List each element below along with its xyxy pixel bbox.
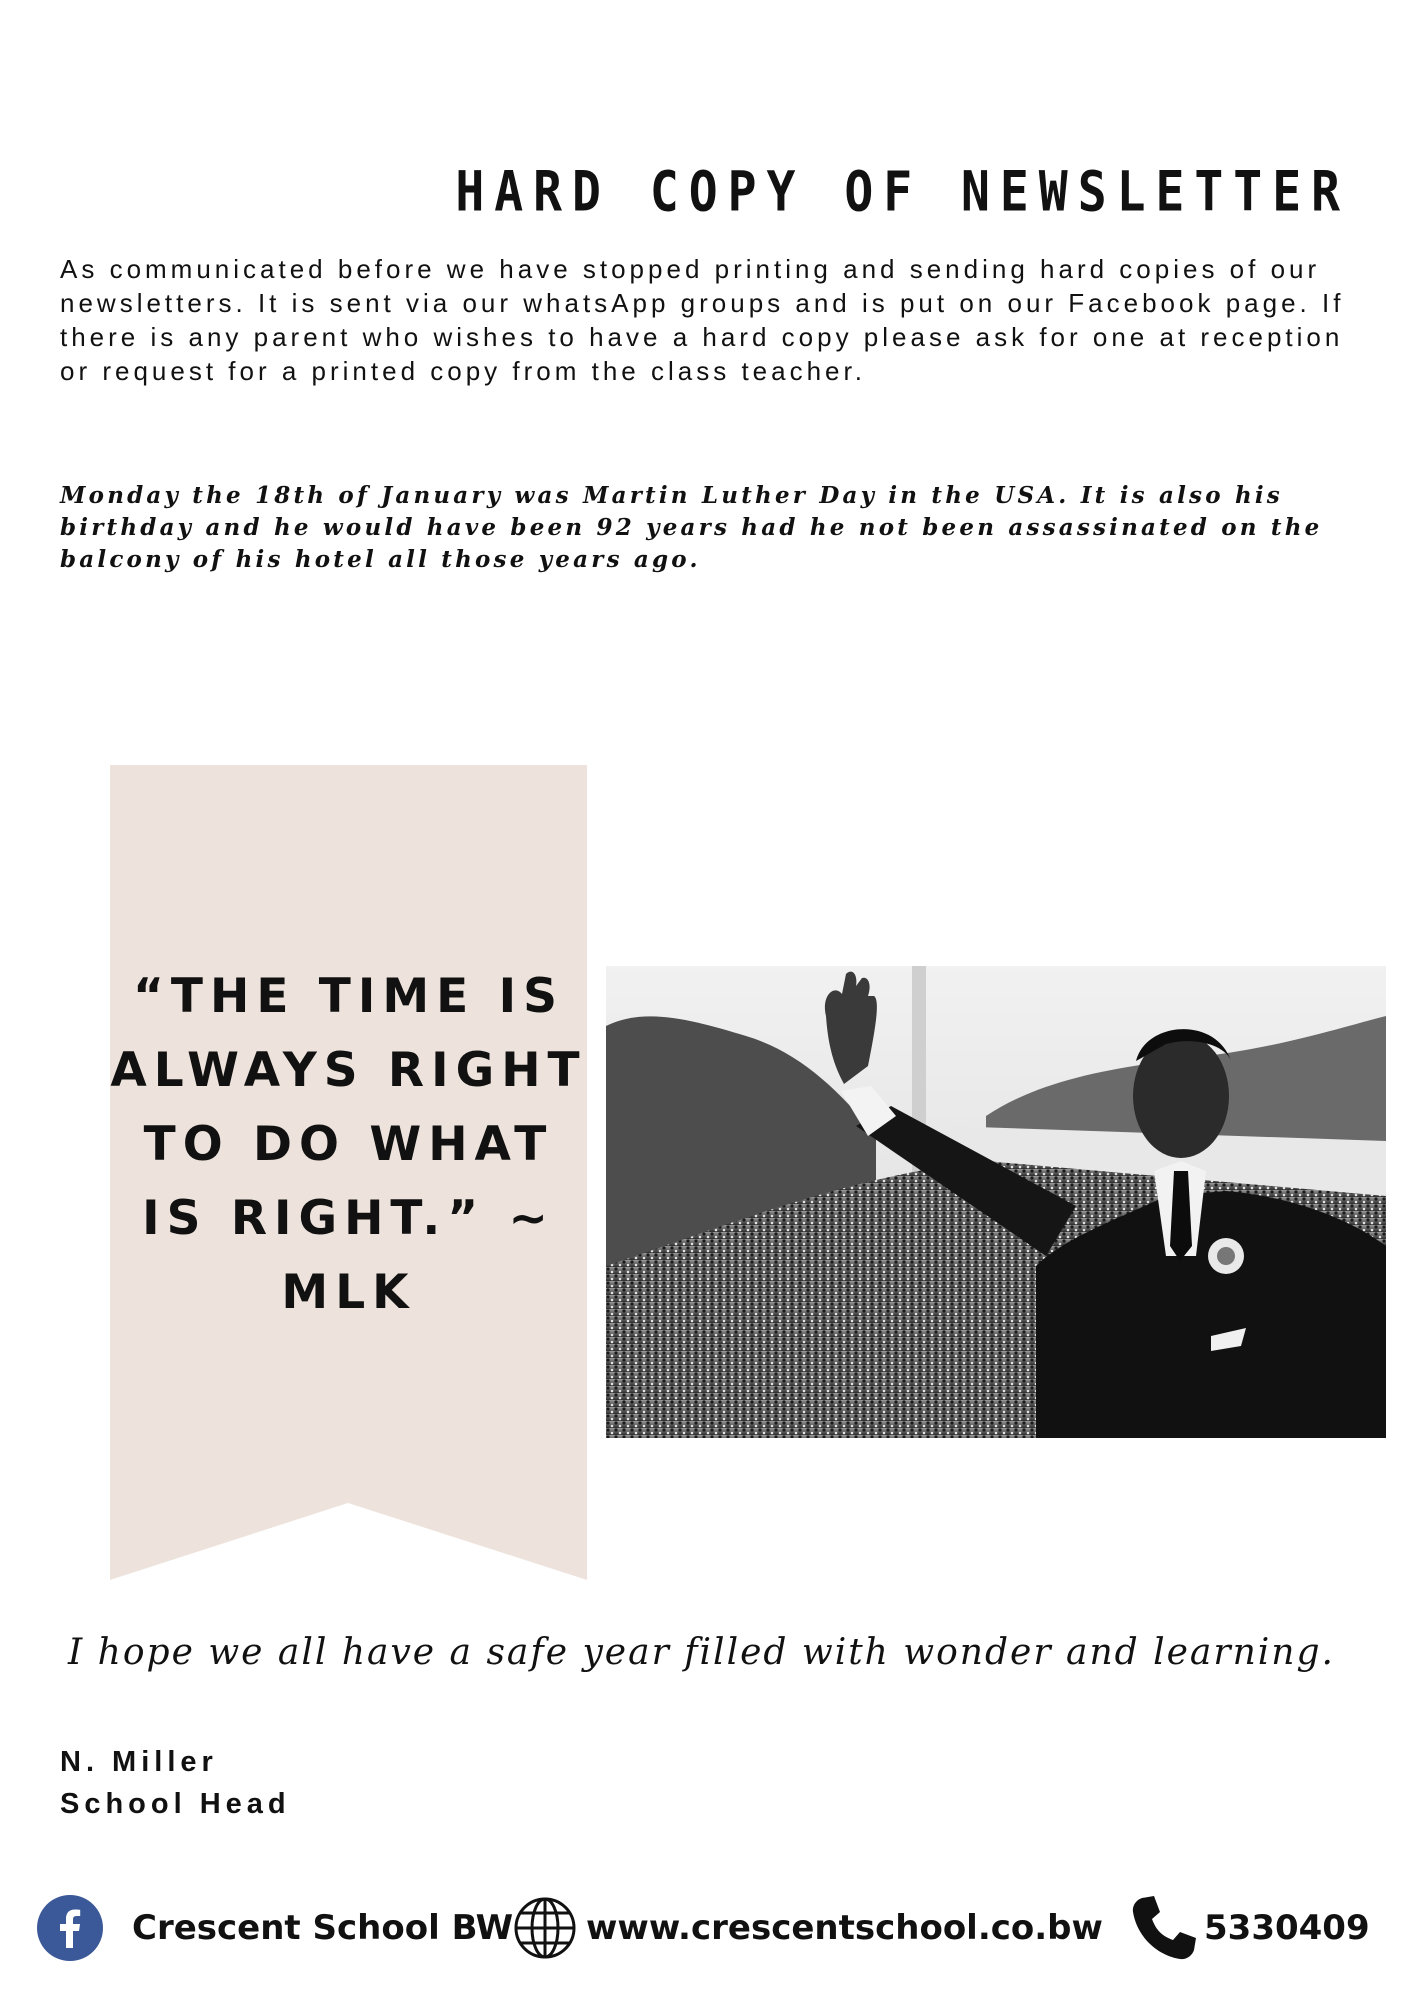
phone-icon <box>1128 1892 1200 1964</box>
mlk-quote: “THE TIME IS ALWAYS RIGHT TO DO WHAT IS RIGHT.” ~ MLK <box>110 969 587 1320</box>
website-label: www.crescentschool.co.bw <box>586 1908 1103 1948</box>
closing-message: I hope we all have a safe year filled with wonder and learning. <box>68 1632 1335 1673</box>
signature-role: School Head <box>60 1788 291 1820</box>
intro-paragraph: As communicated before we have stopped printing and sending hard copies of our newsletters. It is sent via our whatsApp groups and is put on our Facebook page. If there is any parent who wishes to have a hard copy please ask for one at reception or request for a printed copy from the class teacher. <box>60 254 1345 386</box>
facebook-label: Crescent School BW <box>132 1908 514 1948</box>
facebook-icon <box>36 1894 104 1962</box>
footer-phone[interactable] <box>1128 1892 1370 1964</box>
mlk-day-note: Monday the 18th of January was Martin Luther Day in the USA. It is also his birthday and he would have been 92 years had he not been assassinated on the balcony of his hotel all those years ago. <box>60 482 1323 573</box>
globe-icon <box>512 1895 578 1961</box>
quote-banner <box>110 765 587 1580</box>
phone-label: 5330409 <box>1204 1908 1370 1948</box>
mlk-photo <box>606 966 1386 1438</box>
page-title: HARD COPY OF NEWSLETTER <box>455 160 1350 225</box>
footer-website[interactable] <box>512 1892 1103 1964</box>
signature-name: N. Miller <box>60 1746 218 1778</box>
footer-facebook[interactable] <box>36 1892 513 1964</box>
